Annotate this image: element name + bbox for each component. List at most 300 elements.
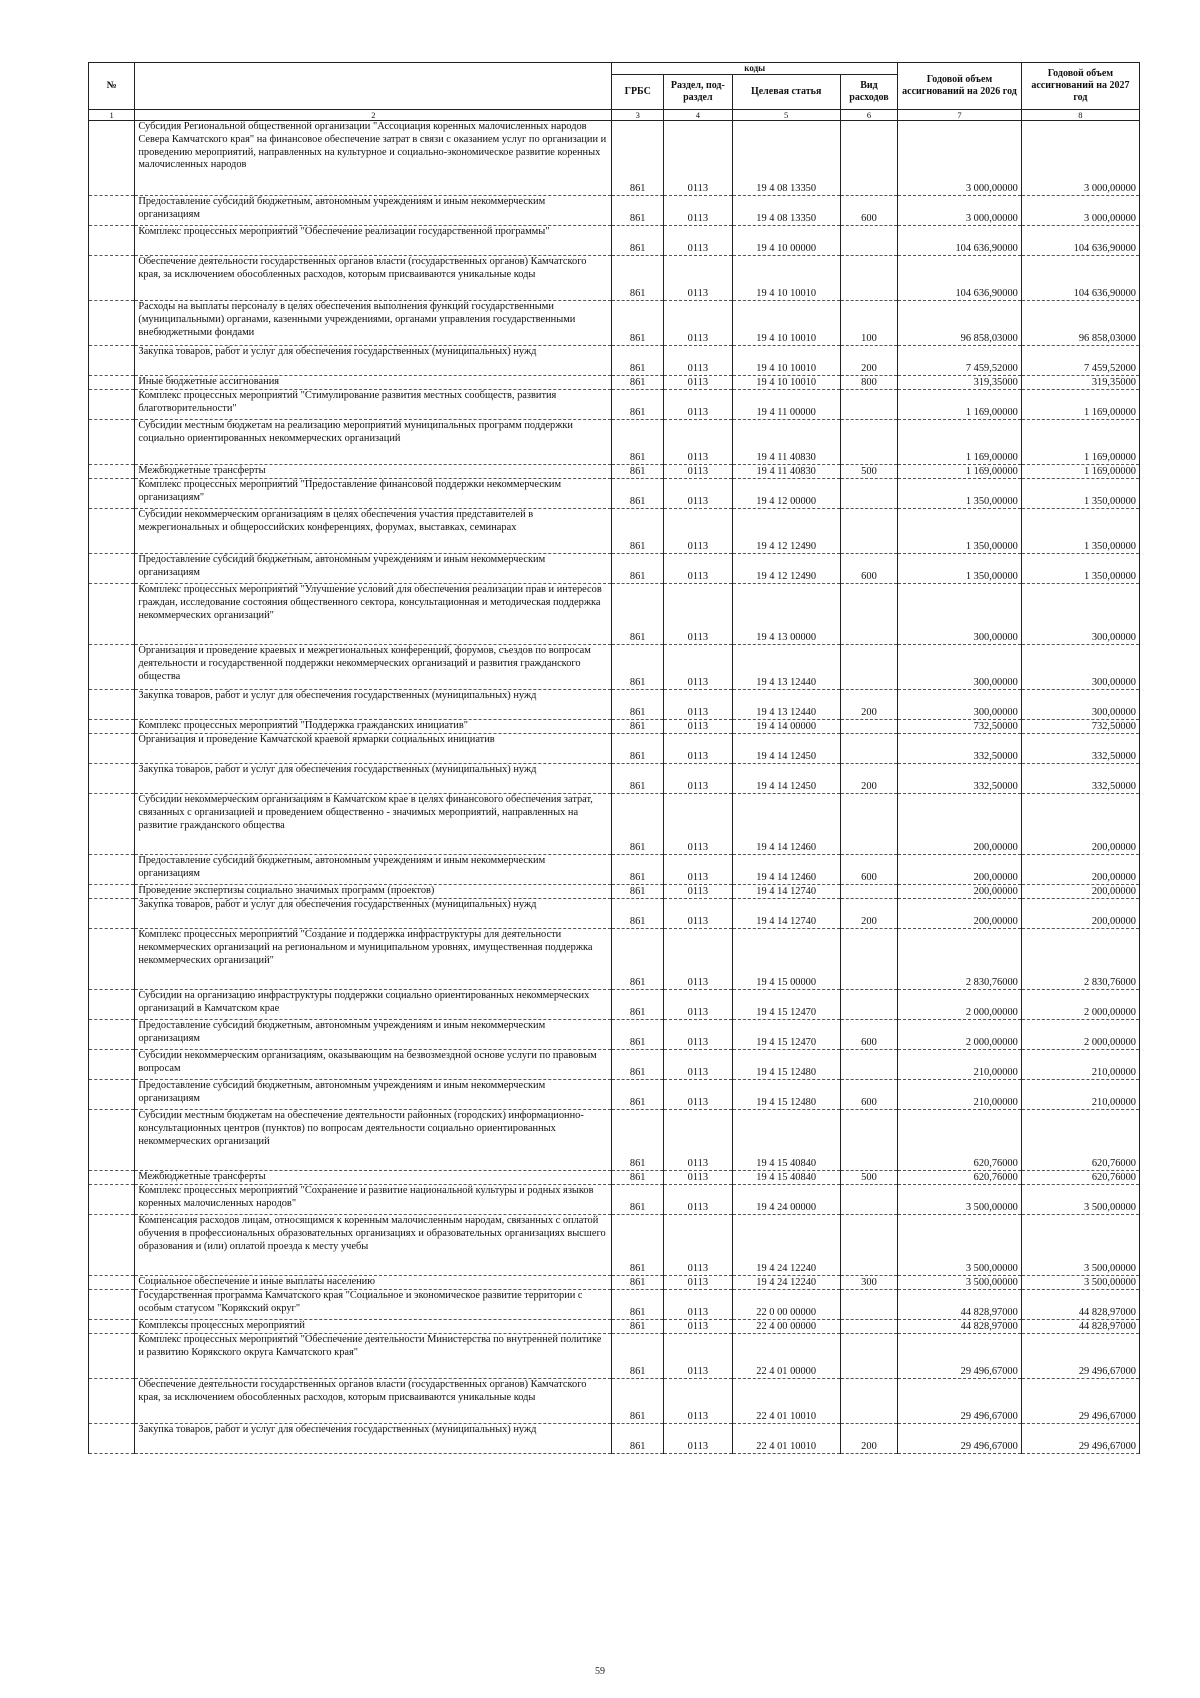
row-amount-2027-cell: 200,00000 [1021,885,1139,899]
row-expense-type-cell: 600 [840,554,897,584]
row-section-cell: 0113 [664,1290,732,1320]
row-section-cell: 0113 [664,1171,732,1185]
row-target-cell: 19 4 11 40830 [732,420,840,465]
row-amount-2027-cell: 300,00000 [1021,690,1139,720]
row-number-cell [89,196,135,226]
row-grbs-cell: 861 [612,509,664,554]
row-target-cell: 19 4 12 12490 [732,554,840,584]
table-row [89,1334,1140,1379]
row-name-cell: Расходы на выплаты персоналу в целях обеспечения выполнения функций государственными (муниципальными) органами, казенными учреждениями, органами управления государственными внебюджетными фондами [135,301,612,346]
row-section-cell: 0113 [664,584,732,645]
row-amount-2027-cell: 1 169,00000 [1021,465,1139,479]
row-target-cell: 19 4 14 12460 [732,855,840,885]
row-expense-type-cell [840,794,897,855]
row-amount-2026-cell: 3 500,00000 [898,1215,1022,1276]
row-expense-type-cell [840,1185,897,1215]
row-amount-2026-cell: 44 828,97000 [898,1320,1022,1334]
row-number-cell [89,346,135,376]
row-target-cell: 19 4 10 00000 [732,226,840,256]
row-amount-2026-cell: 200,00000 [898,885,1022,899]
row-target-cell: 19 4 14 12450 [732,734,840,764]
row-amount-2026-cell: 300,00000 [898,690,1022,720]
row-expense-type-cell [840,885,897,899]
row-section-cell: 0113 [664,734,732,764]
row-expense-type-cell [840,390,897,420]
row-section-cell: 0113 [664,121,732,196]
colnum: 8 [1021,110,1139,121]
row-section-cell: 0113 [664,1379,732,1424]
row-grbs-cell: 861 [612,121,664,196]
row-name-cell: Субсидии некоммерческим организациям в Камчатском крае в целях финансового обеспечения затрат, связанных с организацией и проведением общественно - значимых мероприятий, направленных на развитие гражданского общества [135,794,612,855]
row-grbs-cell: 861 [612,1185,664,1215]
row-amount-2027-cell: 200,00000 [1021,794,1139,855]
row-number-cell [89,1020,135,1050]
row-section-cell: 0113 [664,645,732,690]
row-name-cell: Предоставление субсидий бюджетным, автономным учреждениям и иным некоммерческим организациям [135,1080,612,1110]
header-section: Раздел, под-раздел [664,75,732,110]
row-expense-type-cell [840,720,897,734]
row-section-cell: 0113 [664,301,732,346]
row-number-cell [89,720,135,734]
row-name-cell: Проведение экспертизы социально значимых программ (проектов) [135,885,612,899]
row-expense-type-cell [840,479,897,509]
row-section-cell: 0113 [664,420,732,465]
row-expense-type-cell: 600 [840,855,897,885]
row-grbs-cell: 861 [612,1290,664,1320]
table-row [89,509,1140,554]
row-grbs-cell: 861 [612,376,664,390]
row-section-cell: 0113 [664,1276,732,1290]
row-amount-2027-cell: 104 636,90000 [1021,226,1139,256]
row-amount-2027-cell: 44 828,97000 [1021,1320,1139,1334]
row-expense-type-cell: 600 [840,1080,897,1110]
row-amount-2026-cell: 104 636,90000 [898,256,1022,301]
table-row [89,1276,1140,1290]
row-grbs-cell: 861 [612,1171,664,1185]
row-amount-2026-cell: 210,00000 [898,1080,1022,1110]
row-expense-type-cell: 600 [840,196,897,226]
table-row [89,1424,1140,1454]
row-expense-type-cell [840,1215,897,1276]
row-amount-2027-cell: 2 830,76000 [1021,929,1139,990]
row-target-cell: 22 0 00 00000 [732,1290,840,1320]
row-amount-2026-cell: 620,76000 [898,1110,1022,1171]
row-amount-2026-cell: 3 500,00000 [898,1276,1022,1290]
row-amount-2027-cell: 96 858,03000 [1021,301,1139,346]
row-name-cell: Предоставление субсидий бюджетным, автономным учреждениям и иным некоммерческим организациям [135,196,612,226]
row-target-cell: 19 4 15 00000 [732,929,840,990]
row-section-cell: 0113 [664,1050,732,1080]
row-name-cell: Межбюджетные трансферты [135,1171,612,1185]
budget-table [88,62,1140,1454]
row-expense-type-cell: 200 [840,690,897,720]
row-amount-2027-cell: 210,00000 [1021,1050,1139,1080]
row-target-cell: 19 4 11 00000 [732,390,840,420]
row-target-cell: 19 4 12 00000 [732,479,840,509]
row-section-cell: 0113 [664,929,732,990]
row-amount-2026-cell: 3 000,00000 [898,196,1022,226]
row-grbs-cell: 861 [612,390,664,420]
row-target-cell: 19 4 13 12440 [732,645,840,690]
row-target-cell: 19 4 15 40840 [732,1171,840,1185]
row-name-cell: Комплекс процессных мероприятий "Улучшение условий для обеспечения реализации прав и интересов граждан, исследование состояния общественного сектора, консультационная и методическая поддержка некоммерческих организаций" [135,584,612,645]
row-grbs-cell: 861 [612,899,664,929]
row-number-cell [89,855,135,885]
row-target-cell: 19 4 14 12740 [732,885,840,899]
row-target-cell: 19 4 15 12470 [732,1020,840,1050]
row-amount-2027-cell: 1 350,00000 [1021,479,1139,509]
row-name-cell: Комплекс процессных мероприятий "Сохранение и развитие национальной культуры и родных языков коренных малочисленных народов" [135,1185,612,1215]
row-number-cell [89,764,135,794]
row-grbs-cell: 861 [612,1050,664,1080]
row-expense-type-cell: 200 [840,764,897,794]
row-section-cell: 0113 [664,554,732,584]
header-num: № [89,63,135,110]
row-grbs-cell: 861 [612,990,664,1020]
row-amount-2026-cell: 210,00000 [898,1050,1022,1080]
row-number-cell [89,584,135,645]
row-section-cell: 0113 [664,794,732,855]
row-name-cell: Обеспечение деятельности государственных органов власти (государственных органов) Камчатского края, за исключением обособленных расходов, которым присваиваются уникальные коды [135,1379,612,1424]
table-row [89,1320,1140,1334]
row-number-cell [89,794,135,855]
row-target-cell: 19 4 11 40830 [732,465,840,479]
table-row [89,990,1140,1020]
row-expense-type-cell: 200 [840,1424,897,1454]
row-expense-type-cell: 300 [840,1276,897,1290]
row-name-cell: Закупка товаров, работ и услуг для обеспечения государственных (муниципальных) нужд [135,346,612,376]
row-amount-2027-cell: 1 169,00000 [1021,390,1139,420]
row-expense-type-cell [840,256,897,301]
row-target-cell: 19 4 15 12480 [732,1080,840,1110]
table-row [89,479,1140,509]
row-expense-type-cell [840,509,897,554]
row-name-cell: Субсидии некоммерческим организациям в целях обеспечения участия представителей в межрегиональных и общероссийских конференциях, форумах, выставках, семинарах [135,509,612,554]
header-grbs: ГРБС [612,75,664,110]
row-grbs-cell: 861 [612,734,664,764]
row-expense-type-cell [840,645,897,690]
row-expense-type-cell: 200 [840,899,897,929]
row-target-cell: 19 4 14 12740 [732,899,840,929]
row-name-cell: Социальное обеспечение и иные выплаты населению [135,1276,612,1290]
row-grbs-cell: 861 [612,1334,664,1379]
row-target-cell: 19 4 14 12450 [732,764,840,794]
row-expense-type-cell [840,226,897,256]
row-name-cell: Межбюджетные трансферты [135,465,612,479]
row-number-cell [89,554,135,584]
row-target-cell: 19 4 12 12490 [732,509,840,554]
row-grbs-cell: 861 [612,479,664,509]
row-target-cell: 19 4 10 10010 [732,346,840,376]
row-amount-2026-cell: 1 169,00000 [898,420,1022,465]
table-row [89,1080,1140,1110]
row-number-cell [89,885,135,899]
row-grbs-cell: 861 [612,1320,664,1334]
table-body [89,121,1140,1454]
row-amount-2027-cell: 1 169,00000 [1021,420,1139,465]
row-expense-type-cell: 500 [840,465,897,479]
header-expense-type: Вид расходов [840,75,897,110]
row-grbs-cell: 861 [612,584,664,645]
row-amount-2026-cell: 3 500,00000 [898,1185,1022,1215]
table-row [89,899,1140,929]
row-name-cell: Организация и проведение Камчатской краевой ярмарки социальных инициатив [135,734,612,764]
budget-page [88,62,1140,1590]
row-amount-2027-cell: 3 000,00000 [1021,196,1139,226]
table-row [89,690,1140,720]
row-section-cell: 0113 [664,390,732,420]
row-expense-type-cell [840,420,897,465]
row-grbs-cell: 861 [612,256,664,301]
row-number-cell [89,1050,135,1080]
row-expense-type-cell [840,1050,897,1080]
row-number-cell [89,390,135,420]
row-expense-type-cell [840,1379,897,1424]
row-amount-2027-cell: 3 000,00000 [1021,121,1139,196]
row-expense-type-cell: 100 [840,301,897,346]
row-section-cell: 0113 [664,720,732,734]
table-row [89,1020,1140,1050]
row-grbs-cell: 861 [612,855,664,885]
row-amount-2026-cell: 29 496,67000 [898,1424,1022,1454]
table-row [89,1110,1140,1171]
row-grbs-cell: 861 [612,465,664,479]
row-amount-2027-cell: 620,76000 [1021,1171,1139,1185]
colnum: 2 [135,110,612,121]
row-expense-type-cell: 600 [840,1020,897,1050]
row-section-cell: 0113 [664,346,732,376]
row-number-cell [89,1334,135,1379]
row-section-cell: 0113 [664,1320,732,1334]
row-number-cell [89,1276,135,1290]
row-section-cell: 0113 [664,509,732,554]
row-target-cell: 19 4 08 13350 [732,121,840,196]
row-name-cell: Закупка товаров, работ и услуг для обеспечения государственных (муниципальных) нужд [135,1424,612,1454]
row-amount-2026-cell: 300,00000 [898,584,1022,645]
row-amount-2026-cell: 1 350,00000 [898,509,1022,554]
row-number-cell [89,1290,135,1320]
row-number-cell [89,420,135,465]
row-amount-2026-cell: 96 858,03000 [898,301,1022,346]
row-number-cell [89,929,135,990]
row-grbs-cell: 861 [612,690,664,720]
row-number-cell [89,645,135,690]
row-amount-2026-cell: 1 169,00000 [898,465,1022,479]
row-amount-2026-cell: 1 350,00000 [898,479,1022,509]
row-name-cell: Комплексы процессных мероприятий [135,1320,612,1334]
row-name-cell: Закупка товаров, работ и услуг для обеспечения государственных (муниципальных) нужд [135,764,612,794]
row-expense-type-cell [840,1320,897,1334]
row-amount-2027-cell: 1 350,00000 [1021,509,1139,554]
row-grbs-cell: 861 [612,1215,664,1276]
row-number-cell [89,376,135,390]
row-expense-type-cell [840,1110,897,1171]
row-amount-2027-cell: 29 496,67000 [1021,1379,1139,1424]
row-amount-2027-cell: 732,50000 [1021,720,1139,734]
row-section-cell: 0113 [664,764,732,794]
row-number-cell [89,1110,135,1171]
row-name-cell: Организация и проведение краевых и межрегиональных конференций, форумов, съездов по вопросам деятельности и государственной поддержки некоммерческих организаций и развития гражданского общества [135,645,612,690]
row-amount-2027-cell: 1 350,00000 [1021,554,1139,584]
row-amount-2027-cell: 319,35000 [1021,376,1139,390]
row-amount-2027-cell: 3 500,00000 [1021,1215,1139,1276]
row-target-cell: 19 4 15 12480 [732,1050,840,1080]
row-grbs-cell: 861 [612,720,664,734]
row-name-cell: Закупка товаров, работ и услуг для обеспечения государственных (муниципальных) нужд [135,899,612,929]
row-amount-2026-cell: 332,50000 [898,764,1022,794]
row-target-cell: 22 4 00 00000 [732,1320,840,1334]
row-expense-type-cell: 200 [840,346,897,376]
row-target-cell: 19 4 10 10010 [732,376,840,390]
row-amount-2026-cell: 3 000,00000 [898,121,1022,196]
row-target-cell: 19 4 10 10010 [732,256,840,301]
row-target-cell: 19 4 24 00000 [732,1185,840,1215]
table-row [89,1185,1140,1215]
row-amount-2027-cell: 2 000,00000 [1021,1020,1139,1050]
row-name-cell: Субсидия Региональной общественной организации "Ассоциация коренных малочисленных народов Севера Камчатского края" на финансовое обеспечение затрат в связи с оказанием услуг по организации и проведению мероприятий, направленных на культурное и социально-экономическое развитие коренных малочисленных народов [135,121,612,196]
row-amount-2026-cell: 1 350,00000 [898,554,1022,584]
row-section-cell: 0113 [664,465,732,479]
header-target: Целевая статья [732,75,840,110]
row-number-cell [89,1424,135,1454]
row-section-cell: 0113 [664,1080,732,1110]
row-name-cell: Обеспечение деятельности государственных органов власти (государственных органов) Камчатского края, за исключением обособленных расходов, которым присваиваются уникальные коды [135,256,612,301]
table-row [89,196,1140,226]
row-expense-type-cell [840,584,897,645]
row-name-cell: Комплекс процессных мероприятий "Поддержка гражданских инициатив" [135,720,612,734]
row-number-cell [89,226,135,256]
row-section-cell: 0113 [664,990,732,1020]
row-amount-2026-cell: 29 496,67000 [898,1334,1022,1379]
table-row [89,794,1140,855]
row-name-cell: Субсидии местным бюджетам на обеспечение деятельности районных (городских) информационно-консультационных центров (пунктов) по вопросам деятельности социально ориентированных некоммерческих организаций [135,1110,612,1171]
row-amount-2027-cell: 620,76000 [1021,1110,1139,1171]
row-target-cell: 19 4 08 13350 [732,196,840,226]
row-number-cell [89,1215,135,1276]
row-target-cell: 19 4 24 12240 [732,1276,840,1290]
row-section-cell: 0113 [664,196,732,226]
row-expense-type-cell [840,121,897,196]
row-amount-2026-cell: 200,00000 [898,794,1022,855]
row-number-cell [89,301,135,346]
row-grbs-cell: 861 [612,1276,664,1290]
row-target-cell: 19 4 10 10010 [732,301,840,346]
row-grbs-cell: 861 [612,301,664,346]
row-section-cell: 0113 [664,855,732,885]
table-row [89,301,1140,346]
row-grbs-cell: 861 [612,554,664,584]
table-row [89,256,1140,301]
row-target-cell: 19 4 14 12460 [732,794,840,855]
row-amount-2027-cell: 44 828,97000 [1021,1290,1139,1320]
row-grbs-cell: 861 [612,196,664,226]
row-section-cell: 0113 [664,1110,732,1171]
colnum: 7 [898,110,1022,121]
row-name-cell: Комплекс процессных мероприятий "Создание и поддержка инфраструктуры для деятельности некоммерческих организаций на региональном и муниципальном уровнях, имущественная поддержка некоммерческих организаций" [135,929,612,990]
row-section-cell: 0113 [664,1185,732,1215]
table-row [89,420,1140,465]
row-grbs-cell: 861 [612,420,664,465]
row-name-cell: Комплекс процессных мероприятий "Обеспечение деятельности Министерства по внутренней политике и развитию Корякского округа Камчатского края" [135,1334,612,1379]
table-row [89,346,1140,376]
table-row [89,855,1140,885]
table-row [89,1050,1140,1080]
header-y2026: Годовой объем ассигнований на 2026 год [898,63,1022,110]
colnum: 6 [840,110,897,121]
row-amount-2026-cell: 200,00000 [898,855,1022,885]
row-expense-type-cell: 500 [840,1171,897,1185]
row-amount-2026-cell: 7 459,52000 [898,346,1022,376]
row-grbs-cell: 861 [612,1379,664,1424]
table-row [89,390,1140,420]
row-number-cell [89,690,135,720]
row-name-cell: Субсидии на организацию инфраструктуры поддержки социально ориентированных некоммерческих организаций в Камчатском крае [135,990,612,1020]
row-name-cell: Закупка товаров, работ и услуг для обеспечения государственных (муниципальных) нужд [135,690,612,720]
row-grbs-cell: 861 [612,1424,664,1454]
row-target-cell: 19 4 24 12240 [732,1215,840,1276]
row-target-cell: 22 4 01 00000 [732,1334,840,1379]
row-grbs-cell: 861 [612,1020,664,1050]
colnum: 5 [732,110,840,121]
row-grbs-cell: 861 [612,226,664,256]
row-number-cell [89,465,135,479]
row-amount-2027-cell: 3 500,00000 [1021,1276,1139,1290]
table-row [89,1171,1140,1185]
row-amount-2026-cell: 29 496,67000 [898,1379,1022,1424]
table-row [89,121,1140,196]
row-expense-type-cell: 800 [840,376,897,390]
row-grbs-cell: 861 [612,645,664,690]
row-section-cell: 0113 [664,1215,732,1276]
row-number-cell [89,1379,135,1424]
table-row [89,885,1140,899]
row-expense-type-cell [840,990,897,1020]
table-row [89,734,1140,764]
row-expense-type-cell [840,1334,897,1379]
row-amount-2026-cell: 2 000,00000 [898,1020,1022,1050]
table-row [89,1379,1140,1424]
table-row [89,929,1140,990]
row-amount-2027-cell: 29 496,67000 [1021,1334,1139,1379]
row-grbs-cell: 861 [612,346,664,376]
row-amount-2027-cell: 210,00000 [1021,1080,1139,1110]
row-section-cell: 0113 [664,376,732,390]
row-target-cell: 19 4 13 00000 [732,584,840,645]
row-amount-2026-cell: 104 636,90000 [898,226,1022,256]
row-name-cell: Комплекс процессных мероприятий "Обеспечение реализации государственной программы" [135,226,612,256]
row-name-cell: Иные бюджетные ассигнования [135,376,612,390]
row-name-cell: Комплекс процессных мероприятий "Стимулирование развития местных сообществ, развития благотворительности" [135,390,612,420]
row-target-cell: 19 4 15 40840 [732,1110,840,1171]
table-row [89,764,1140,794]
row-number-cell [89,121,135,196]
row-amount-2026-cell: 2 000,00000 [898,990,1022,1020]
row-amount-2026-cell: 732,50000 [898,720,1022,734]
row-number-cell [89,1171,135,1185]
row-amount-2027-cell: 332,50000 [1021,734,1139,764]
row-section-cell: 0113 [664,1424,732,1454]
row-number-cell [89,899,135,929]
row-amount-2026-cell: 620,76000 [898,1171,1022,1185]
row-amount-2027-cell: 3 500,00000 [1021,1185,1139,1215]
row-amount-2027-cell: 2 000,00000 [1021,990,1139,1020]
table-row [89,1290,1140,1320]
row-target-cell: 19 4 14 00000 [732,720,840,734]
row-target-cell: 19 4 15 12470 [732,990,840,1020]
row-grbs-cell: 861 [612,764,664,794]
row-expense-type-cell [840,734,897,764]
row-name-cell: Компенсация расходов лицам, относящимся к коренным малочисленным народам, связанных с оплатой обучения в профессиональных образовательных организациях и образовательных организациях высшего образования и (или) оплатой проезда к месту учебы [135,1215,612,1276]
